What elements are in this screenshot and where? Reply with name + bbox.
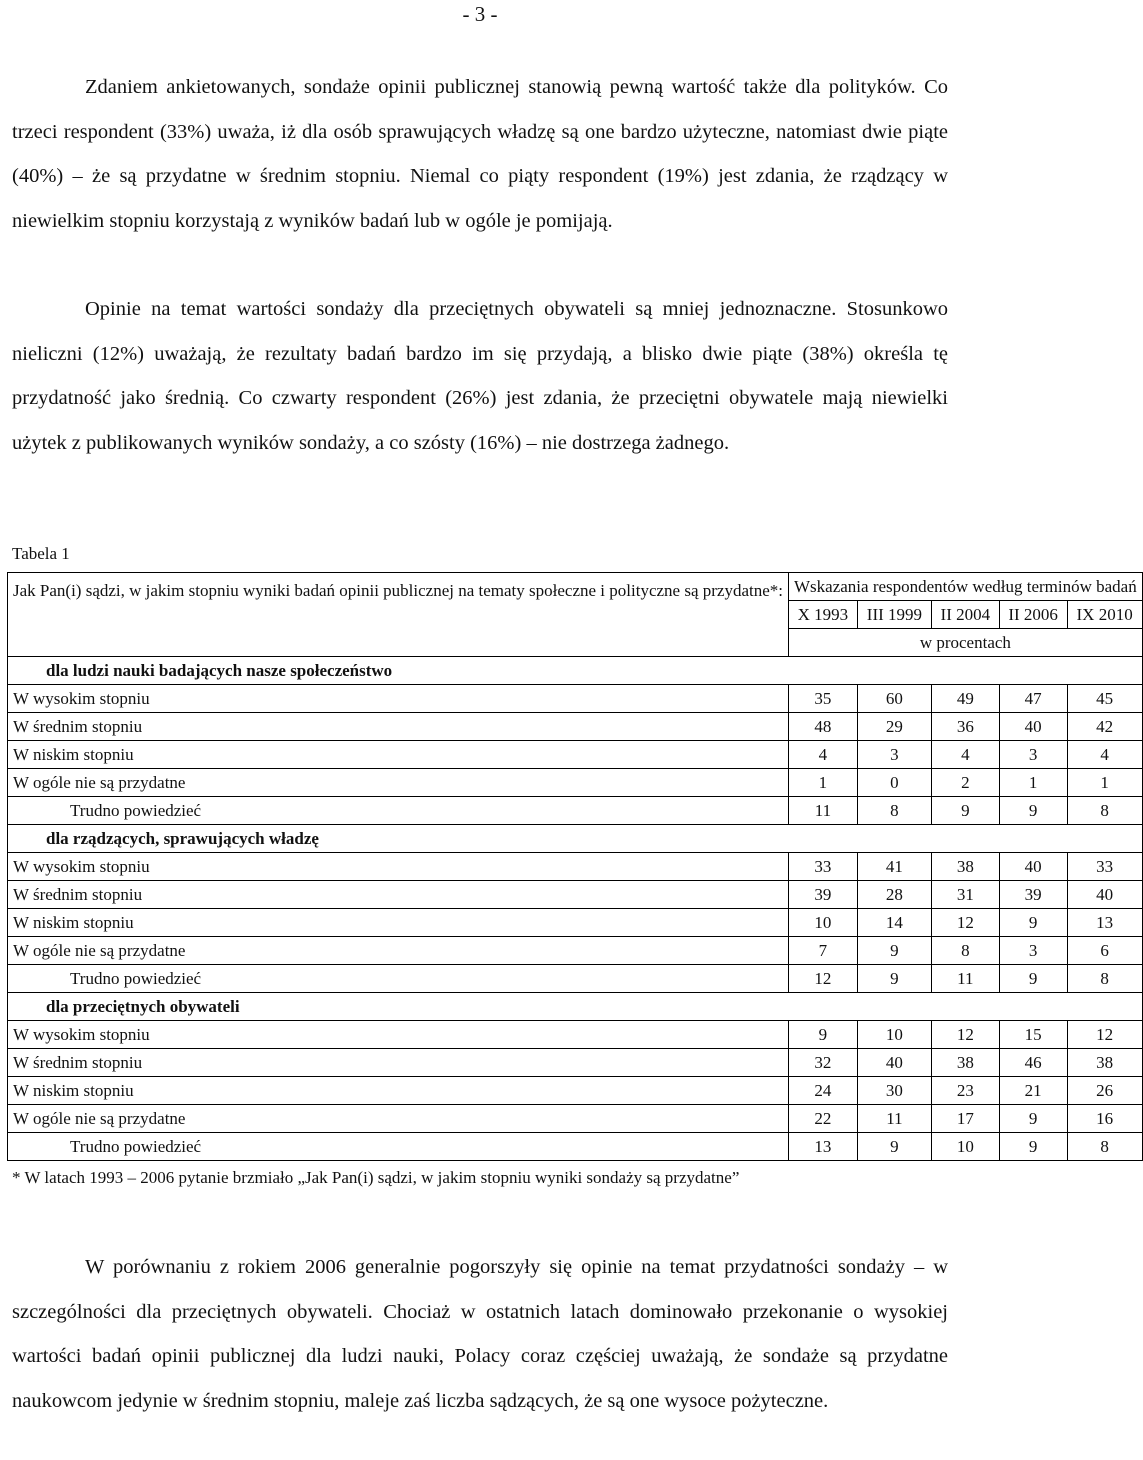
paragraph-comparison: W porównaniu z rokiem 2006 generalnie pogorszyły się opinie na temat przydatności sondaży – w szczególności dla przeciętnych obywateli. Chociaż w ostatnich latach dominowało przekonanie o wysokiej wartości badań opinii publicznej dla ludzi nauki, Polacy coraz częściej uważają, że sondaże są przydatne naukowcom jedynie w średnim stopniu, maleje zaś liczba sądzących, że są one wysoce pożyteczne.	[12, 1256, 948, 1412]
value-cell: 33	[1067, 853, 1142, 881]
section-row	[8, 825, 1143, 853]
row-label: W ogóle nie są przydatne	[8, 1105, 789, 1133]
row-label: Trudno powiedzieć	[8, 965, 789, 993]
value-cell: 12	[1067, 1021, 1142, 1049]
unit-header: w procentach	[789, 629, 1143, 657]
value-cell: 39	[999, 881, 1067, 909]
value-cell: 8	[857, 797, 931, 825]
value-cell: 41	[857, 853, 931, 881]
period-header: II 2006	[999, 601, 1067, 629]
value-cell: 30	[857, 1077, 931, 1105]
period-header: III 1999	[857, 601, 931, 629]
section-title: dla ludzi nauki badających nasze społeczeństwo	[8, 657, 1143, 685]
row-label: W średnim stopniu	[8, 1049, 789, 1077]
question-cell: Jak Pan(i) sądzi, w jakim stopniu wyniki badań opinii publicznej na tematy społeczne i polityczne są przydatne*:	[8, 573, 789, 657]
row-label: W niskim stopniu	[8, 741, 789, 769]
value-cell: 9	[857, 965, 931, 993]
value-cell: 12	[789, 965, 858, 993]
value-cell: 29	[857, 713, 931, 741]
value-cell: 12	[931, 1021, 999, 1049]
table-row	[8, 797, 1143, 825]
value-cell: 3	[999, 741, 1067, 769]
value-cell: 9	[857, 937, 931, 965]
row-label: W niskim stopniu	[8, 909, 789, 937]
row-label: W średnim stopniu	[8, 713, 789, 741]
table-row	[8, 685, 1143, 713]
value-cell: 47	[999, 685, 1067, 713]
value-cell: 11	[931, 965, 999, 993]
value-cell: 9	[999, 1133, 1067, 1161]
value-cell: 14	[857, 909, 931, 937]
row-label: W wysokim stopniu	[8, 853, 789, 881]
value-cell: 13	[789, 1133, 858, 1161]
value-cell: 22	[789, 1105, 858, 1133]
value-cell: 48	[789, 713, 858, 741]
table-row	[8, 909, 1143, 937]
value-cell: 11	[789, 797, 858, 825]
value-cell: 32	[789, 1049, 858, 1077]
period-header: X 1993	[789, 601, 858, 629]
row-label: W średnim stopniu	[8, 881, 789, 909]
value-cell: 3	[999, 937, 1067, 965]
page-number: - 3 -	[462, 2, 498, 26]
value-cell: 39	[789, 881, 858, 909]
value-cell: 4	[1067, 741, 1142, 769]
row-label: Trudno powiedzieć	[8, 1133, 789, 1161]
row-label: W wysokim stopniu	[8, 685, 789, 713]
value-cell: 10	[857, 1021, 931, 1049]
value-cell: 49	[931, 685, 999, 713]
section-row	[8, 657, 1143, 685]
value-cell: 9	[931, 797, 999, 825]
value-cell: 40	[999, 713, 1067, 741]
table-row	[8, 713, 1143, 741]
value-cell: 10	[931, 1133, 999, 1161]
value-cell: 17	[931, 1105, 999, 1133]
value-cell: 45	[1067, 685, 1142, 713]
row-label: Trudno powiedzieć	[8, 797, 789, 825]
value-cell: 46	[999, 1049, 1067, 1077]
period-header: IX 2010	[1067, 601, 1142, 629]
value-cell: 24	[789, 1077, 858, 1105]
table-row	[8, 1021, 1143, 1049]
value-cell: 10	[789, 909, 858, 937]
value-cell: 15	[999, 1021, 1067, 1049]
row-label: W ogóle nie są przydatne	[8, 769, 789, 797]
value-cell: 28	[857, 881, 931, 909]
table-row	[8, 1077, 1143, 1105]
period-header: II 2004	[931, 601, 999, 629]
value-cell: 1	[789, 769, 858, 797]
table-row	[8, 937, 1143, 965]
value-cell: 7	[789, 937, 858, 965]
value-cell: 16	[1067, 1105, 1142, 1133]
group-header: Wskazania respondentów według terminów badań	[789, 573, 1143, 601]
table-row	[8, 1049, 1143, 1077]
table-row	[8, 1133, 1143, 1161]
paragraph-citizens: Opinie na temat wartości sondaży dla przeciętnych obywateli są mniej jednoznaczne. Stosunkowo nieliczni (12%) uważają, że rezultaty badań bardzo im się przydają, a blisko dwie piąte (38%) określa tę przydatność jako średnią. Co czwarty respondent (26%) jest zdania, że przeciętni obywatele mają niewielki użytek z publikowanych wyników sondaży, a co szósty (16%) – nie dostrzega żadnego.	[12, 298, 948, 454]
value-cell: 8	[931, 937, 999, 965]
value-cell: 38	[1067, 1049, 1142, 1077]
value-cell: 42	[1067, 713, 1142, 741]
value-cell: 35	[789, 685, 858, 713]
value-cell: 40	[999, 853, 1067, 881]
row-label: W ogóle nie są przydatne	[8, 937, 789, 965]
value-cell: 26	[1067, 1077, 1142, 1105]
value-cell: 23	[931, 1077, 999, 1105]
paragraph-politicians: Zdaniem ankietowanych, sondaże opinii publicznej stanowią pewną wartość także dla polityków. Co trzeci respondent (33%) uważa, iż dla osób sprawujących władzę są one bardzo użyteczne, natomiast dwie piąte (40%) – że są przydatne w średnim stopniu. Niemal co piąty respondent (19%) jest zdania, że rządzący w niewielkim stopniu korzystają z wyników badań lub w ogóle je pomijają.	[12, 76, 948, 232]
value-cell: 8	[1067, 1133, 1142, 1161]
value-cell: 40	[1067, 881, 1142, 909]
value-cell: 60	[857, 685, 931, 713]
value-cell: 9	[999, 965, 1067, 993]
table-row	[8, 853, 1143, 881]
value-cell: 12	[931, 909, 999, 937]
value-cell: 9	[999, 797, 1067, 825]
value-cell: 31	[931, 881, 999, 909]
table-row	[8, 881, 1143, 909]
value-cell: 9	[999, 909, 1067, 937]
value-cell: 1	[999, 769, 1067, 797]
value-cell: 4	[931, 741, 999, 769]
value-cell: 3	[857, 741, 931, 769]
table-row	[8, 965, 1143, 993]
value-cell: 4	[789, 741, 858, 769]
section-title: dla przeciętnych obywateli	[8, 993, 1143, 1021]
value-cell: 9	[789, 1021, 858, 1049]
section-row	[8, 993, 1143, 1021]
value-cell: 40	[857, 1049, 931, 1077]
survey-table	[7, 572, 1143, 1161]
table-row	[8, 769, 1143, 797]
value-cell: 2	[931, 769, 999, 797]
value-cell: 11	[857, 1105, 931, 1133]
section-title: dla rządzących, sprawujących władzę	[8, 825, 1143, 853]
value-cell: 38	[931, 1049, 999, 1077]
value-cell: 0	[857, 769, 931, 797]
value-cell: 36	[931, 713, 999, 741]
value-cell: 33	[789, 853, 858, 881]
table-row	[8, 1105, 1143, 1133]
row-label: W niskim stopniu	[8, 1077, 789, 1105]
value-cell: 6	[1067, 937, 1142, 965]
value-cell: 9	[999, 1105, 1067, 1133]
value-cell: 13	[1067, 909, 1142, 937]
table-body	[8, 657, 1143, 1161]
value-cell: 8	[1067, 965, 1142, 993]
value-cell: 1	[1067, 769, 1142, 797]
table-caption: Tabela 1	[12, 544, 70, 563]
value-cell: 38	[931, 853, 999, 881]
table-row	[8, 741, 1143, 769]
value-cell: 21	[999, 1077, 1067, 1105]
table-footnote: * W latach 1993 – 2006 pytanie brzmiało „Jak Pan(i) sądzi, w jakim stopniu wyniki sondaży są przydatne”	[12, 1168, 740, 1187]
row-label: W wysokim stopniu	[8, 1021, 789, 1049]
value-cell: 8	[1067, 797, 1142, 825]
value-cell: 9	[857, 1133, 931, 1161]
